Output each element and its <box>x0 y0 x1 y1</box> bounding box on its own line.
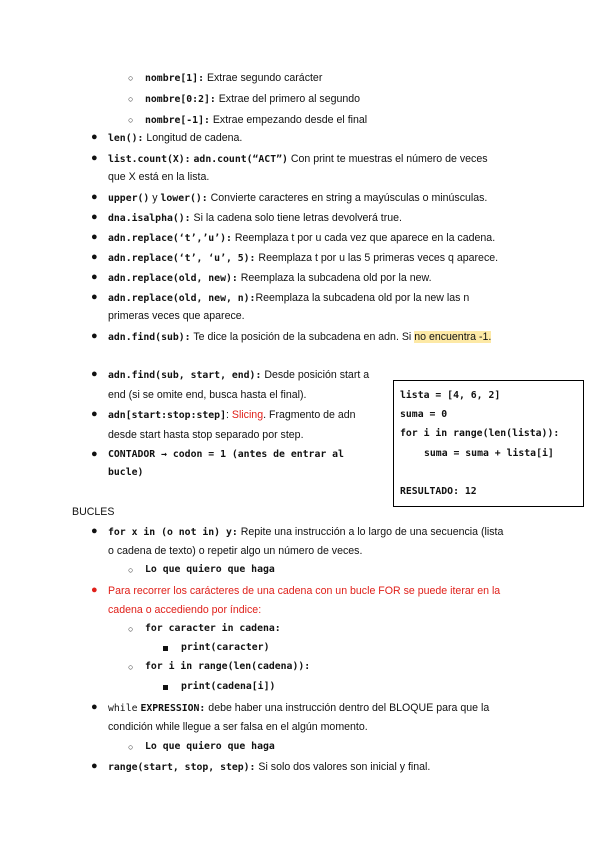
list-item: range(start, stop, step): Si solo dos valores son inicial y final. <box>108 761 431 773</box>
list-item: CONTADOR → codon = 1 (antes de entrar al <box>108 449 344 460</box>
circle-bullet: ○ <box>128 73 134 83</box>
circle-bullet: ○ <box>128 94 134 104</box>
code-line: lista = [4, 6, 2] <box>400 390 501 401</box>
list-item: Para recorrer los carácteres de una cadena con un bucle FOR se puede iterar en la <box>108 585 501 597</box>
disc-bullet: ● <box>91 251 98 263</box>
square-bullet <box>163 680 168 694</box>
list-item-continuation: desde start hasta stop separado por step. <box>108 429 304 441</box>
disc-bullet: ● <box>91 231 98 243</box>
disc-bullet: ● <box>91 408 98 420</box>
disc-bullet: ● <box>91 368 98 380</box>
slicing-label: Slicing <box>231 409 264 421</box>
disc-bullet: ● <box>91 291 98 303</box>
list-item: print(caracter) <box>181 642 270 653</box>
list-item-continuation: end (si se omite end, busca hasta el final). <box>108 389 307 401</box>
list-item: for caracter in cadena: <box>145 623 281 634</box>
list-item-continuation: o cadena de texto) o repetir algo un número de veces. <box>108 545 363 557</box>
list-item: while EXPRESSION: debe haber una instrucción dentro del BLOQUE para que la <box>108 702 490 714</box>
list-item-continuation: primeras veces que aparece. <box>108 310 245 322</box>
highlighted-text: no encuentra -1. <box>414 331 492 343</box>
disc-bullet: ● <box>91 152 98 164</box>
list-item-continuation: condición while llegue a ser falsa en el algún momento. <box>108 721 368 733</box>
list-item: adn[start:stop:step]: Slicing. Fragmento de adn <box>108 409 356 421</box>
list-item: dna.isalpha(): Si la cadena solo tiene letras devolverá true. <box>108 212 402 224</box>
list-item-continuation: bucle) <box>108 467 144 478</box>
list-item: nombre[-1]: Extrae empezando desde el final <box>145 114 368 126</box>
code-line: for i in range(len(lista)): <box>400 428 560 439</box>
list-item: adn.replace(old, new): Reemplaza la subcadena old por la new. <box>108 272 432 284</box>
list-item: adn.replace(old, new, n):Reemplaza la subcadena old por la new las n <box>108 292 470 304</box>
section-heading: BUCLES <box>72 506 115 518</box>
code-line: suma = suma + lista[i] <box>424 448 554 459</box>
list-item: list.count(X): adn.count(“ACT”) Con print te muestras el número de veces <box>108 153 488 165</box>
list-item: Lo que quiero que haga <box>145 741 275 752</box>
list-item: for x in (o not in) y: Repite una instrucción a lo largo de una secuencia (lista <box>108 526 504 538</box>
list-item: adn.replace(‘t’,’u’): Reemplaza t por u cada vez que aparece en la cadena. <box>108 232 496 244</box>
list-item-continuation: que X está en la lista. <box>108 171 210 183</box>
list-item: adn.replace(‘t’, ‘u’, 5): Reemplaza t por u las 5 primeras veces q aparece. <box>108 252 499 264</box>
disc-bullet: ● <box>91 330 98 342</box>
square-bullet <box>163 641 168 655</box>
disc-bullet: ● <box>91 701 98 713</box>
circle-bullet: ○ <box>128 115 134 125</box>
disc-bullet: ● <box>91 191 98 203</box>
list-item: for i in range(len(cadena)): <box>145 661 311 672</box>
list-item: adn.find(sub, start, end): Desde posición start a <box>108 369 370 381</box>
list-item: Lo que quiero que haga <box>145 564 275 575</box>
disc-bullet: ● <box>91 448 98 460</box>
code-result: RESULTADO: 12 <box>400 486 477 497</box>
disc-bullet: ● <box>91 760 98 772</box>
disc-bullet: ● <box>91 211 98 223</box>
list-item: nombre[0:2]: Extrae del primero al segundo <box>145 93 361 105</box>
list-item: len(): Longitud de cadena. <box>108 132 243 144</box>
list-item-continuation: cadena o accediendo por índice: <box>108 604 262 616</box>
circle-bullet: ○ <box>128 565 134 575</box>
list-item: print(cadena[i]) <box>181 681 276 692</box>
circle-bullet: ○ <box>128 624 134 634</box>
circle-bullet: ○ <box>128 742 134 752</box>
list-item: nombre[1]: Extrae segundo carácter <box>145 72 323 84</box>
code-line: suma = 0 <box>400 409 448 420</box>
list-item: adn.find(sub): Te dice la posición de la subcadena en adn. Si no encuentra -1. <box>108 331 492 343</box>
disc-bullet: ● <box>91 271 98 283</box>
list-item: upper() y lower(): Convierte caracteres en string a mayúsculas o minúsculas. <box>108 192 488 204</box>
code-box <box>393 380 584 507</box>
disc-bullet: ● <box>91 584 98 596</box>
disc-bullet: ● <box>91 131 98 143</box>
circle-bullet: ○ <box>128 662 134 672</box>
disc-bullet: ● <box>91 525 98 537</box>
